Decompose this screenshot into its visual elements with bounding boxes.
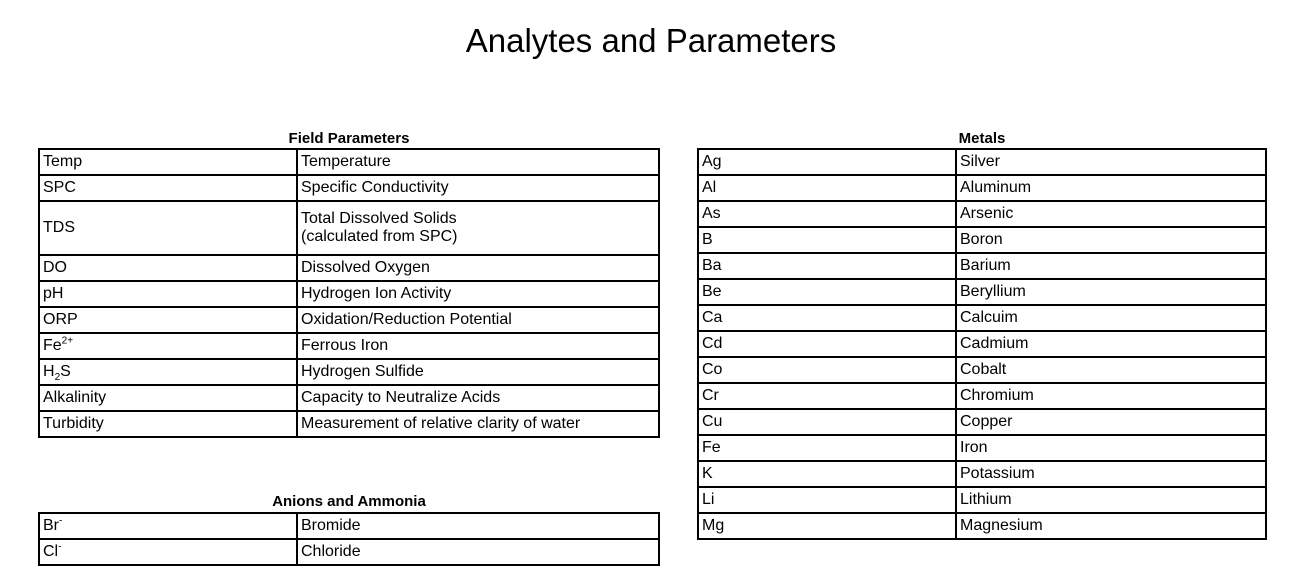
table-row [698, 383, 1266, 409]
element-name-cell: Magnesium [956, 513, 1266, 539]
description-cell [297, 385, 659, 411]
field-parameters-heading: Field Parameters [288, 130, 410, 147]
table-row [39, 307, 659, 333]
description-text: Measurement of relative clarity of water [301, 415, 581, 432]
element-symbol-cell: Li [698, 487, 956, 513]
description-cell [297, 333, 659, 359]
element-name-cell: Arsenic [956, 201, 1266, 227]
superscript: - [59, 515, 63, 527]
code-cell [39, 333, 297, 359]
table-row [39, 359, 659, 385]
table-row [698, 357, 1266, 383]
table-row [698, 149, 1266, 175]
description-text: Bromide [301, 517, 361, 534]
description-text: Dissolved Oxygen [301, 259, 430, 276]
code-cell [39, 149, 297, 175]
superscript: - [58, 541, 62, 553]
table-row [698, 279, 1266, 305]
description-cell [297, 281, 659, 307]
table-row [698, 331, 1266, 357]
anions-heading: Anions and Ammonia [272, 493, 426, 510]
table-row [698, 305, 1266, 331]
code-text: DO [43, 259, 67, 276]
element-name-cell: Cadmium [956, 331, 1266, 357]
element-symbol-cell: Cr [698, 383, 956, 409]
code-text: H [43, 363, 55, 380]
element-symbol-cell: Ag [698, 149, 956, 175]
metals-table [697, 148, 1267, 540]
table-row [39, 201, 659, 255]
table-row [39, 149, 659, 175]
field-parameters-table [38, 148, 660, 438]
element-symbol-cell: Cd [698, 331, 956, 357]
table-row [698, 409, 1266, 435]
element-symbol-cell: Mg [698, 513, 956, 539]
code-cell [39, 281, 297, 307]
code-text: SPC [43, 179, 76, 196]
table-row [698, 227, 1266, 253]
description-cell [297, 255, 659, 281]
table-row [698, 253, 1266, 279]
table-row [39, 513, 659, 539]
description-cell [297, 201, 659, 255]
description-text: Oxidation/Reduction Potential [301, 311, 512, 328]
code-cell [39, 255, 297, 281]
element-name-cell: Boron [956, 227, 1266, 253]
element-symbol-cell: Ca [698, 305, 956, 331]
description-text: Ferrous Iron [301, 337, 389, 354]
description-text: Specific Conductivity [301, 179, 449, 196]
table-row [698, 487, 1266, 513]
description-cell [297, 307, 659, 333]
element-symbol-cell: B [698, 227, 956, 253]
code-text: Temp [43, 153, 83, 170]
description-cell [297, 149, 659, 175]
table-row [39, 385, 659, 411]
description-cell [297, 411, 659, 437]
element-name-cell: Silver [956, 149, 1266, 175]
code-cell [39, 385, 297, 411]
code-text: Fe [43, 337, 62, 354]
description-text: Total Dissolved Solids [301, 210, 457, 227]
table-row [698, 435, 1266, 461]
element-name-cell: Chromium [956, 383, 1266, 409]
code-text: pH [43, 285, 64, 302]
table-row [39, 281, 659, 307]
description-cell [297, 175, 659, 201]
element-name-cell: Beryllium [956, 279, 1266, 305]
description-cell [297, 513, 659, 539]
description-text: Hydrogen Ion Activity [301, 285, 452, 302]
description-text: Hydrogen Sulfide [301, 363, 424, 380]
table-row [698, 461, 1266, 487]
code-cell [39, 307, 297, 333]
code-text: TDS [43, 219, 75, 236]
table-row [39, 255, 659, 281]
code-cell [39, 411, 297, 437]
anions-table [38, 512, 660, 566]
element-name-cell: Lithium [956, 487, 1266, 513]
element-symbol-cell: Co [698, 357, 956, 383]
description-text: (calculated from SPC) [301, 228, 458, 245]
element-symbol-cell: As [698, 201, 956, 227]
element-symbol-cell: Al [698, 175, 956, 201]
element-symbol-cell: Be [698, 279, 956, 305]
element-name-cell: Potassium [956, 461, 1266, 487]
code-text: Br [43, 517, 59, 534]
description-cell [297, 539, 659, 565]
table-row [39, 333, 659, 359]
table-row [39, 411, 659, 437]
element-name-cell: Iron [956, 435, 1266, 461]
description-cell [297, 359, 659, 385]
code-cell [39, 513, 297, 539]
table-row [698, 175, 1266, 201]
table-row [39, 539, 659, 565]
subscript: 2 [54, 372, 61, 384]
code-cell [39, 201, 297, 255]
element-name-cell: Barium [956, 253, 1266, 279]
description-text: Capacity to Neutralize Acids [301, 389, 501, 406]
code-text: Turbidity [43, 415, 104, 432]
table-row [39, 175, 659, 201]
superscript: 2+ [61, 335, 74, 347]
code-text: Alkalinity [43, 389, 107, 406]
code-text: Cl [43, 543, 59, 560]
element-name-cell: Cobalt [956, 357, 1266, 383]
element-name-cell: Copper [956, 409, 1266, 435]
code-cell [39, 539, 297, 565]
code-tail: S [60, 363, 71, 380]
table-row [698, 201, 1266, 227]
element-symbol-cell: K [698, 461, 956, 487]
code-text: ORP [43, 311, 78, 328]
page-title: Analytes and Parameters [465, 22, 837, 59]
element-name-cell: Calcuim [956, 305, 1266, 331]
description-text: Chloride [301, 543, 361, 560]
table-row [698, 513, 1266, 539]
description-text: Temperature [301, 153, 391, 170]
metals-heading: Metals [958, 130, 1006, 147]
element-symbol-cell: Ba [698, 253, 956, 279]
element-symbol-cell: Cu [698, 409, 956, 435]
element-name-cell: Aluminum [956, 175, 1266, 201]
element-symbol-cell: Fe [698, 435, 956, 461]
code-cell [39, 175, 297, 201]
code-cell [39, 359, 297, 385]
